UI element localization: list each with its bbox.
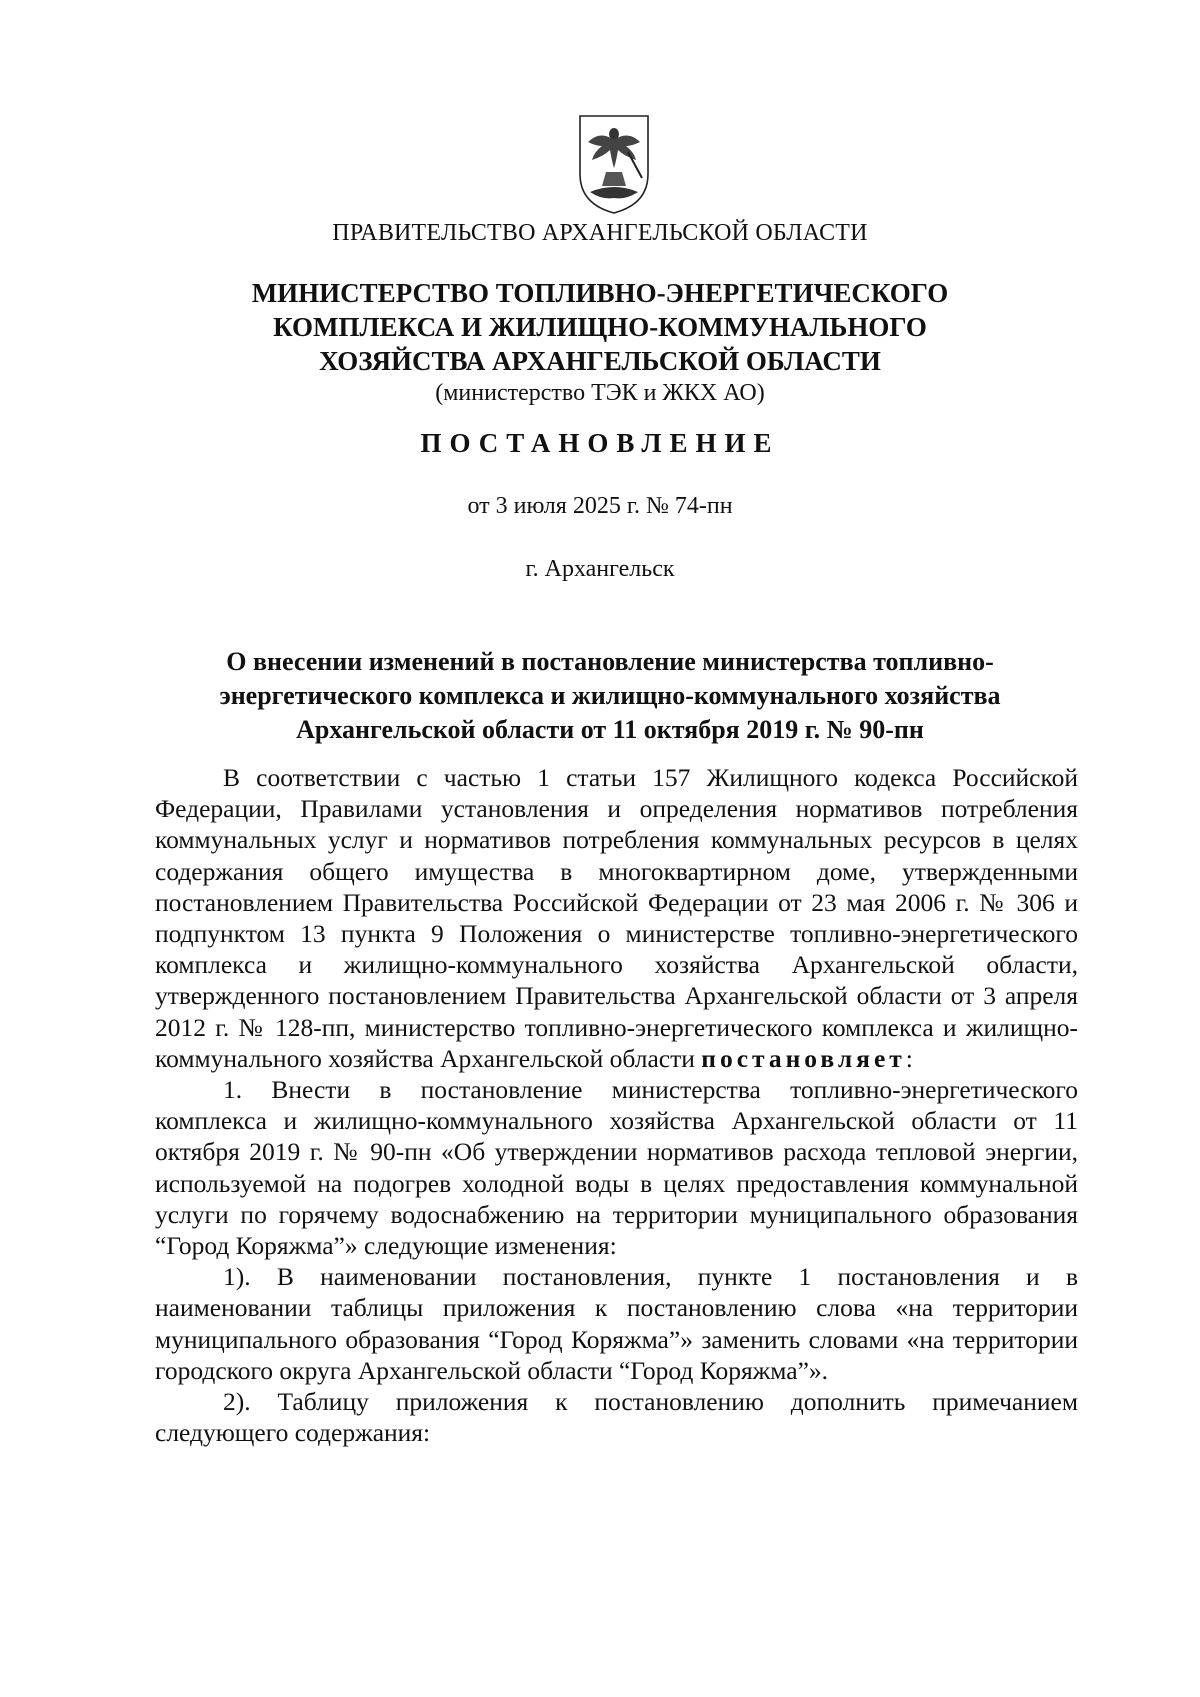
document-body — [155, 762, 1078, 1448]
ministry-short-name: (министерство ТЭК и ЖКХ АО) — [435, 380, 765, 406]
ministry-name — [0, 276, 1200, 408]
document-date-number: от 3 июля 2025 г. № 74-пн — [467, 493, 733, 519]
document-title-line: Архангельской области от 11 октября 2019 г. № 90-пн — [296, 715, 924, 744]
item-1-1-paragraph: 1). В наименовании постановления, пункте 1 постановления и в наименовании таблицы приложения к постановлению слова «на территории муниципального образования “Город Коряжма”» заменить словами «на территории городского округа Архангельской области “Город Коряжма”». — [155, 1262, 1078, 1385]
resolves-word: постановляет — [701, 1043, 906, 1073]
preamble-paragraph — [155, 762, 1078, 1074]
document-title-line: энергетического комплекса и жилищно-коммунального хозяйства — [219, 681, 1001, 710]
document-city: г. Архангельск — [525, 556, 675, 582]
document-title — [170, 645, 1050, 747]
arkhangelsk-coat-of-arms-icon — [576, 112, 652, 216]
resolves-colon: : — [905, 1043, 913, 1073]
ministry-name-line: ХОЗЯЙСТВА АРХАНГЕЛЬСКОЙ ОБЛАСТИ — [319, 346, 881, 376]
ministry-name-line: МИНИСТЕРСТВО ТОПЛИВНО-ЭНЕРГЕТИЧЕСКОГО — [251, 278, 949, 308]
item-1-paragraph: 1. Внести в постановление министерства топливно-энергетического комплекса и жилищно-коммунального хозяйства Архангельской области от 11 октября 2019 г. № 90-пн «Об утверждении нормативов расхода тепловой энергии, используемой на подогрев холодной воды в целях предоставления коммунальной услуги по горячему водоснабжению на территории муниципального образования “Город Коряжма”» следующие изменения: — [155, 1075, 1078, 1261]
preamble-text: В соответствии с частью 1 статьи 157 Жилищного кодекса Российской Федерации, Правилами установления и определения нормативов потребления коммунальных услуг и нормативов потребления коммунальных ресурсов в целях содержания общего имущества в многоквартирном доме, утвержденными постановлением Правительства Российской Федерации от 23 мая 2006 г. № 306 и подпунктом 13 пункта 9 Положения о министерстве топливно-энергетического комплекса и жилищно-коммунального хозяйства Архангельской области, утвержденного постановлением Правительства Архангельской области от 3 апреля 2012 г. № 128-пп, министерство топливно-энергетического комплекса и жилищно-коммунального хозяйства Архангельской области — [155, 763, 1078, 1073]
government-name: ПРАВИТЕЛЬСТВО АРХАНГЕЛЬСКОЙ ОБЛАСТИ — [332, 220, 868, 246]
document-type: ПОСТАНОВЛЕНИЕ — [420, 428, 780, 458]
document-title-line: О внесении изменений в постановление министерства топливно- — [226, 647, 994, 676]
item-1-2-paragraph: 2). Таблицу приложения к постановлению дополнить примечанием следующего содержания: — [155, 1387, 1078, 1448]
ministry-name-line: КОМПЛЕКСА И ЖИЛИЩНО-КОММУНАЛЬНОГО — [273, 312, 927, 342]
